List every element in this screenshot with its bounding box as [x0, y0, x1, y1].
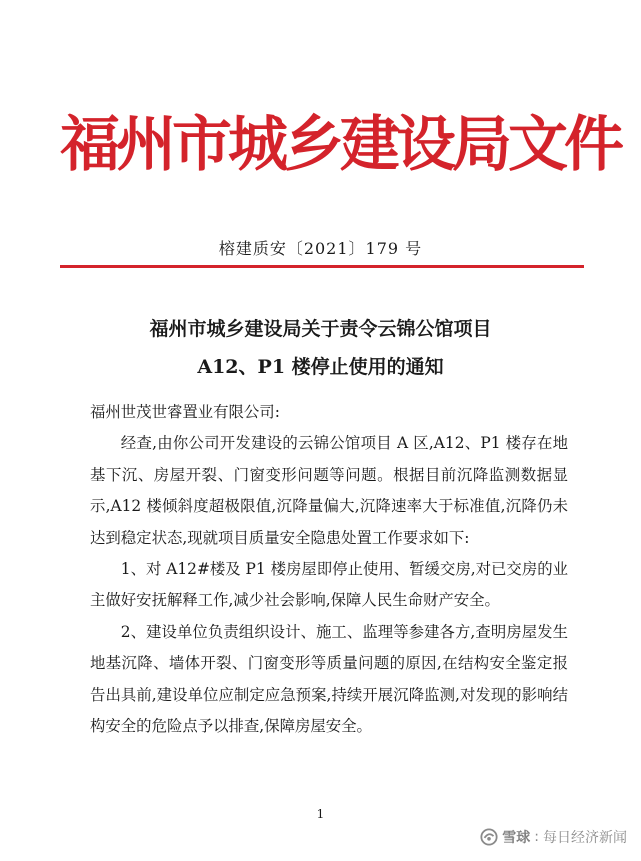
document-number: 榕建质安〔2021〕179 号: [218, 239, 423, 258]
body-paragraph-item-1: 1、对 A12#楼及 P1 楼房屋即停止使用、暂缓交房,对已交房的业主做好安抚解释工作,减少社会影响,保障人民生命财产安全。: [90, 560, 568, 610]
body-paragraph-findings: 经查,由你公司开发建设的云锦公馆项目 A 区,A12、P1 楼存在地基下沉、房屋开裂、门窗变形问题等问题。根据目前沉降监测数据显示,A12 楼倾斜度超极限值,沉降量偏大,沉降速率大于标准值,沉降仍未达到稳定状态,现就项目质量安全隐患处置工作要求如下:: [90, 434, 568, 547]
body-paragraph-item-2: 2、建设单位负责组织设计、施工、监理等参建各方,查明房屋发生地基沉降、墙体开裂、门窗变形等质量问题的原因,在结构安全鉴定报告出具前,建设单位应制定应急预案,持续开展沉降监测,对发现的影响结构安全的危险点予以排查,保障房屋安全。: [90, 622, 568, 736]
red-divider-line: [60, 265, 584, 268]
watermark-separator: :: [534, 829, 539, 845]
page-number: 1: [316, 807, 325, 821]
source-watermark: [480, 827, 627, 847]
notice-title-line-1: 福州市城乡建设局关于责令云锦公馆项目: [149, 318, 492, 340]
issuer-masthead: 福州市城乡建设局文件: [60, 110, 620, 180]
notice-title-line-2: A12、P1 楼停止使用的通知: [197, 356, 444, 378]
watermark-brand: 雪球: [502, 830, 531, 846]
salutation: 福州世茂世睿置业有限公司:: [90, 403, 280, 421]
notice-title: [0, 310, 641, 386]
snowball-logo-icon: [480, 828, 498, 846]
notice-body: [90, 397, 568, 742]
watermark-source: 每日经济新闻: [543, 830, 627, 846]
